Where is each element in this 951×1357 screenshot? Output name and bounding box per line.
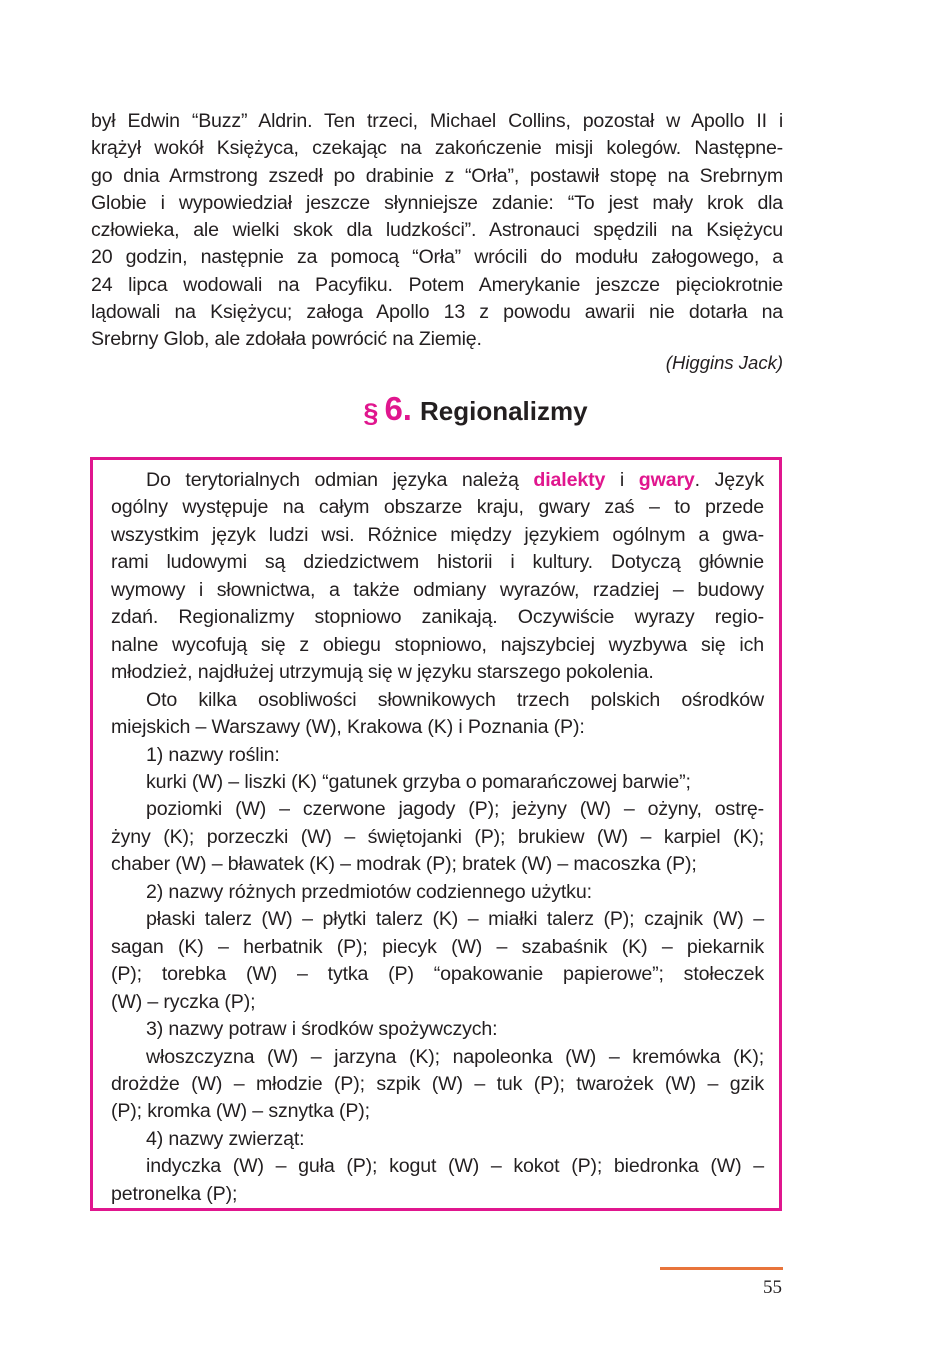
intro-line: człowieka, ale wielki skok dla ludzkości”. Astronauci spędzili na Księżycu	[91, 219, 783, 242]
term-dialekty: dialekty	[533, 469, 606, 491]
list-heading: 3) nazwy potraw i środków spożywczych:	[146, 1018, 498, 1041]
text-segment: i	[605, 469, 639, 491]
rule-line: chaber (W) – bławatek (K) – modrak (P); bratek (W) – macoszka (P);	[111, 853, 697, 876]
intro-line: krążył wokół Księżyca, czekając na zakończenie misji kolegów. Następne-	[91, 137, 783, 160]
rule-line: włoszczyzna (W) – jarzyna (K); napoleonka (W) – kremówka (K);	[146, 1045, 764, 1068]
rule-line: drożdże (W) – młodzie (P); szpik (W) – tuk (P); twarożek (W) – gzik	[111, 1072, 764, 1095]
rule-line: ogólny występuje na całym obszarze kraju, gwary zaś – to przede	[111, 496, 764, 519]
rule-box-text	[111, 467, 764, 1208]
source-citation: (Higgins Jack)	[665, 352, 783, 373]
rule-line: indyczka (W) – guła (P); kogut (W) – kokot (P); biedronka (W) –	[146, 1155, 764, 1178]
rule-line: (P); torebka (W) – tytka (P) “opakowanie papierowe”; stołeczek	[111, 963, 764, 986]
rule-line: wszystkim język ludzi wsi. Różnice między językiem ogólnym a gwa-	[111, 523, 764, 546]
rule-line: kurki (W) – liszki (K) “gatunek grzyba o pomarańczowej barwie”;	[146, 770, 691, 793]
rule-line: żyny (K); porzeczki (W) – świętojanki (P); brukiew (W) – karpiel (K);	[111, 825, 764, 848]
section-heading	[0, 390, 951, 429]
page-number-rule	[660, 1267, 783, 1270]
intro-line: go dnia Armstrong zszedł po drabinie z “Orła”, postawił stopę na Srebrnym	[91, 164, 783, 187]
rule-line: sagan (K) – herbatnik (P); piecyk (W) – szabaśnik (K) – piekarnik	[111, 935, 764, 958]
intro-line: był Edwin “Buzz” Aldrin. Ten trzeci, Michael Collins, pozostał w Apollo II i	[91, 110, 783, 132]
rule-line: płaski talerz (W) – płytki talerz (K) – miałki talerz (P); czajnik (W) –	[146, 908, 764, 931]
section-symbol: §	[363, 398, 379, 428]
section-title: Regionalizmy	[419, 396, 588, 426]
text-segment: Do terytorialnych odmian języka należą	[146, 469, 534, 491]
page-number: 55	[763, 1277, 782, 1298]
rule-line: zdań. Regionalizmy stopniowo zanikają. Oczywiście wyrazy regio-	[111, 606, 764, 629]
text-segment: . Język	[694, 469, 764, 491]
list-heading: 1) nazwy roślin:	[146, 743, 280, 766]
term-gwary: gwary	[638, 469, 695, 491]
rule-box	[90, 457, 782, 1211]
list-heading: 2) nazwy różnych przedmiotów codziennego użytku:	[146, 880, 592, 903]
intro-line: Srebrny Glob, ale zdołała powrócić na Ziemię.	[91, 328, 482, 351]
intro-line: lądowali na Księżycu; załoga Apollo 13 z powodu awarii nie dotarła na	[91, 301, 783, 324]
rule-line: nalne wycofują się z obiegu stopniowo, najszybciej wyzbywa się ich	[111, 633, 764, 656]
rule-line: (P); kromka (W) – sznytka (P);	[111, 1100, 370, 1123]
rule-line: petronelka (P);	[111, 1182, 238, 1205]
rule-line: rami ludowymi są dziedzictwem historii i kultury. Dotyczą głównie	[111, 551, 764, 574]
list-heading: 4) nazwy zwierząt:	[146, 1127, 305, 1150]
section-number: 6.	[384, 390, 412, 427]
intro-line: 20 godzin, następnie za pomocą “Orła” wrócili do modułu załogowego, a	[91, 246, 783, 269]
rule-line: miejskich – Warszawy (W), Krakowa (K) i Poznania (P):	[111, 716, 585, 739]
rule-line: młodzież, najdłużej utrzymują się w języku starszego pokolenia.	[111, 661, 654, 684]
rule-line: poziomki (W) – czerwone jagody (P); jeżyny (W) – ożyny, ostrę-	[146, 798, 764, 821]
rule-line: (W) – ryczka (P);	[111, 990, 256, 1013]
intro-line: Globie i wypowiedział jeszcze słynniejsze zdanie: “To jest mały krok dla	[91, 191, 783, 214]
rule-line: Oto kilka osobliwości słownikowych trzech polskich ośrodków	[146, 688, 764, 711]
rule-line	[111, 467, 764, 494]
intro-line: 24 lipca wodowali na Pacyfiku. Potem Amerykanie jeszcze pięciokrotnie	[91, 273, 783, 296]
rule-line: wymowy i słownictwa, a także odmiany wyrazów, rzadziej – budowy	[111, 578, 764, 601]
intro-paragraph	[91, 108, 783, 354]
